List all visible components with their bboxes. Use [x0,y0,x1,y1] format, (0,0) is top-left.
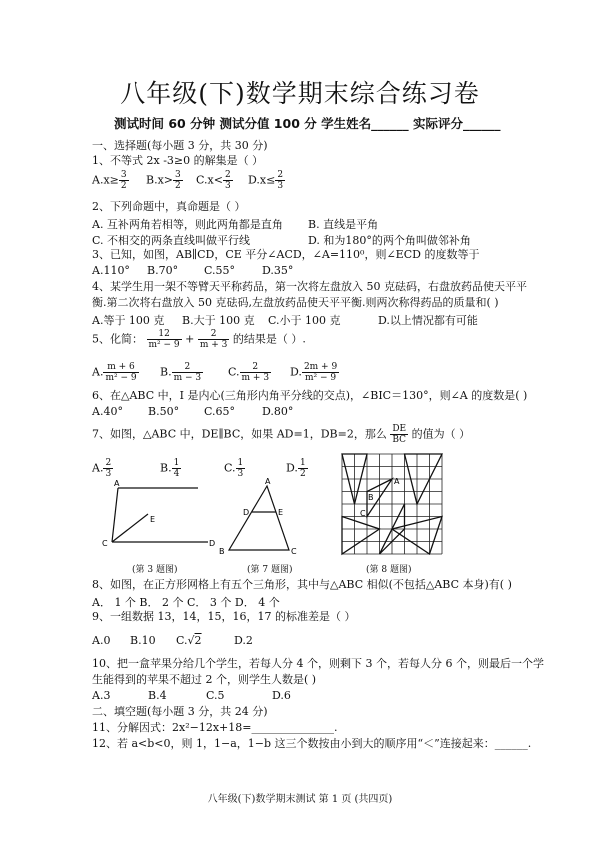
section-heading-choice: 一、选择题(每小题 3 分，共 30 分) [92,139,268,152]
question-10-line-2: 生能得到的苹果不超过 2 个，则学生人数是( ) [92,673,317,686]
test-info: 测试时间 60 分钟 测试分值 100 分 学生姓名______ 实际评分______ [114,116,501,131]
fig7-label-b: B [219,547,225,556]
question-5: 5、化简： $\frac{12}{\text{m² − 9}}$ + $\frac{2}{m + 3}$ 的结果是（ ）. [92,329,306,350]
fig7-label-d: D [243,508,250,517]
q4-option-c: C.小于 100 克 [268,314,341,327]
q9-option-c: C.√2 [176,634,202,647]
caption-fig8: (第 8 题图) [366,565,412,575]
question-4-line-1: 4、某学生用一架不等臂天平称药品，第一次将左盘放入 50 克砝码，右盘放药品使天平平 [92,280,527,293]
q5-option-b: B. $\frac{2}{m - 3}$ [160,362,202,383]
q6-option-a: A.40° [92,405,123,418]
q1-option-c: C.x< $\frac{2}{3}$ [196,170,231,191]
figure-q8-grid [340,452,444,556]
question-1: 1、不等式 2x -3≥0 的解集是（ ） [92,154,264,167]
figure-q7 [215,478,305,558]
fig7-label-c: C [291,547,297,556]
q7-option-c: C. $\frac{1}{3}$ [224,458,244,479]
fig7-label-e: E [278,508,284,517]
q6-option-b: B.50° [148,405,180,418]
page-footer: 八年级(下)数学期末测试 第 1 页 (共四页) [207,794,393,805]
question-2: 2、下列命题中，真命题是（ ） [92,200,246,213]
q4-option-b: B.大于 100 克 [182,314,255,327]
q1-option-b: B.x> $\frac{3}{2}$ [146,170,181,191]
q4-option-d: D.以上情况都有可能 [378,314,478,327]
page-title: 八年级(下)数学期末综合练习卷 [120,79,480,108]
fig8-label-b: B [368,493,374,502]
q10-option-a: A.3 [92,689,111,702]
q3-option-c: C.55° [204,264,236,277]
q10-option-b: B.4 [148,689,167,702]
section-heading-fill: 二、填空题(每小题 3 分，共 24 分) [92,705,268,718]
fig8-label-a: A [394,477,400,486]
q7-option-b: B. $\frac{1}{4}$ [160,458,180,479]
q5-option-d: D. $\frac{2m + 9}{\text{m² − 9}}$ [290,362,338,383]
question-7: 7、如图，△ABC 中，DE∥BC，如果 AD=1，DB=2，那么 $\frac{DE}{BC}$ 的值为（ ） [92,424,471,445]
q2-option-a: A. 互补两角若相等，则此两角都是直角 [92,218,283,231]
q7-option-d: D. $\frac{1}{2}$ [286,458,306,479]
q3-option-b: B.70° [147,264,179,277]
q2-option-c: C. 不相交的两条直线叫做平行线 [92,234,251,247]
question-12: 12、若 a<b<0，则 1，1−a，1−b 这三个数按由小到大的顺序用“＜”连接起来：______. [92,737,532,750]
q1-option-d: D.x≤ $\frac{2}{3}$ [248,170,284,191]
question-3: 3、已知，如图，AB∥CD，CE 平分∠ACD，∠A=110⁰，则∠ECD 的度数等于 [92,248,480,261]
q4-option-a: A.等于 100 克 [92,314,165,327]
q5-option-a: A. $\frac{m + 6}{\text{m² − 9}}$ [92,362,137,383]
fig7-label-a: A [265,478,271,486]
q8-options: A． 1 个 B． 2 个 C． 3 个 D． 4 个 [92,596,280,609]
q9-option-d: D.2 [234,634,253,647]
q6-option-c: C.65° [204,405,236,418]
q6-option-d: D.80° [262,405,294,418]
q5-option-c: C. $\frac{2}{m + 3}$ [228,362,270,383]
q9-option-b: B.10 [130,634,156,647]
q1-option-a: A.x≥ $\frac{3}{2}$ [92,170,127,191]
q7-option-a: A. $\frac{2}{3}$ [92,458,112,479]
caption-fig7: (第 7 题图) [247,565,293,575]
figure-q3 [96,480,216,552]
q3-option-d: D.35° [262,264,294,277]
question-9: 9、一组数据 13，14，15，16，17 的标准差是（ ） [92,610,356,623]
q2-option-b: B. 直线是平角 [308,218,379,231]
question-10-line-1: 10、把一盒苹果分给几个学生，若每人分 4 个，则剩下 3 个，若每人分 6 个，则最后一个学 [92,657,544,670]
q2-option-d: D. 和为180°的两个角叫做邻补角 [308,234,471,247]
q10-option-c: C.5 [206,689,225,702]
fig3-label-c: C [102,539,108,548]
caption-fig3: (第 3 题图) [132,565,178,575]
question-8: 8、如图，在正方形网格上有五个三角形，其中与△ABC 相似(不包括△ABC 本身)有( ) [92,578,512,591]
fig8-label-c: C [360,509,366,518]
q3-option-a: A.110° [92,264,130,277]
fig3-label-a: A [114,480,120,488]
question-4-line-2: 衡.第二次将右盘放入 50 克砝码,左盘放药品使天平平衡.则两次称得药品的质量和( ) [92,296,499,309]
question-11: 11、分解因式：2x²−12x+18=_______________. [92,721,338,734]
fig3-label-d: D [209,539,216,548]
fig3-label-e: E [150,515,156,524]
question-6: 6、在△ABC 中，I 是内心(三角形内角平分线的交点)，∠BIC＝130°，则∠A 的度数是( ) [92,389,528,402]
q9-option-a: A.0 [92,634,111,647]
q10-option-d: D.6 [272,689,291,702]
